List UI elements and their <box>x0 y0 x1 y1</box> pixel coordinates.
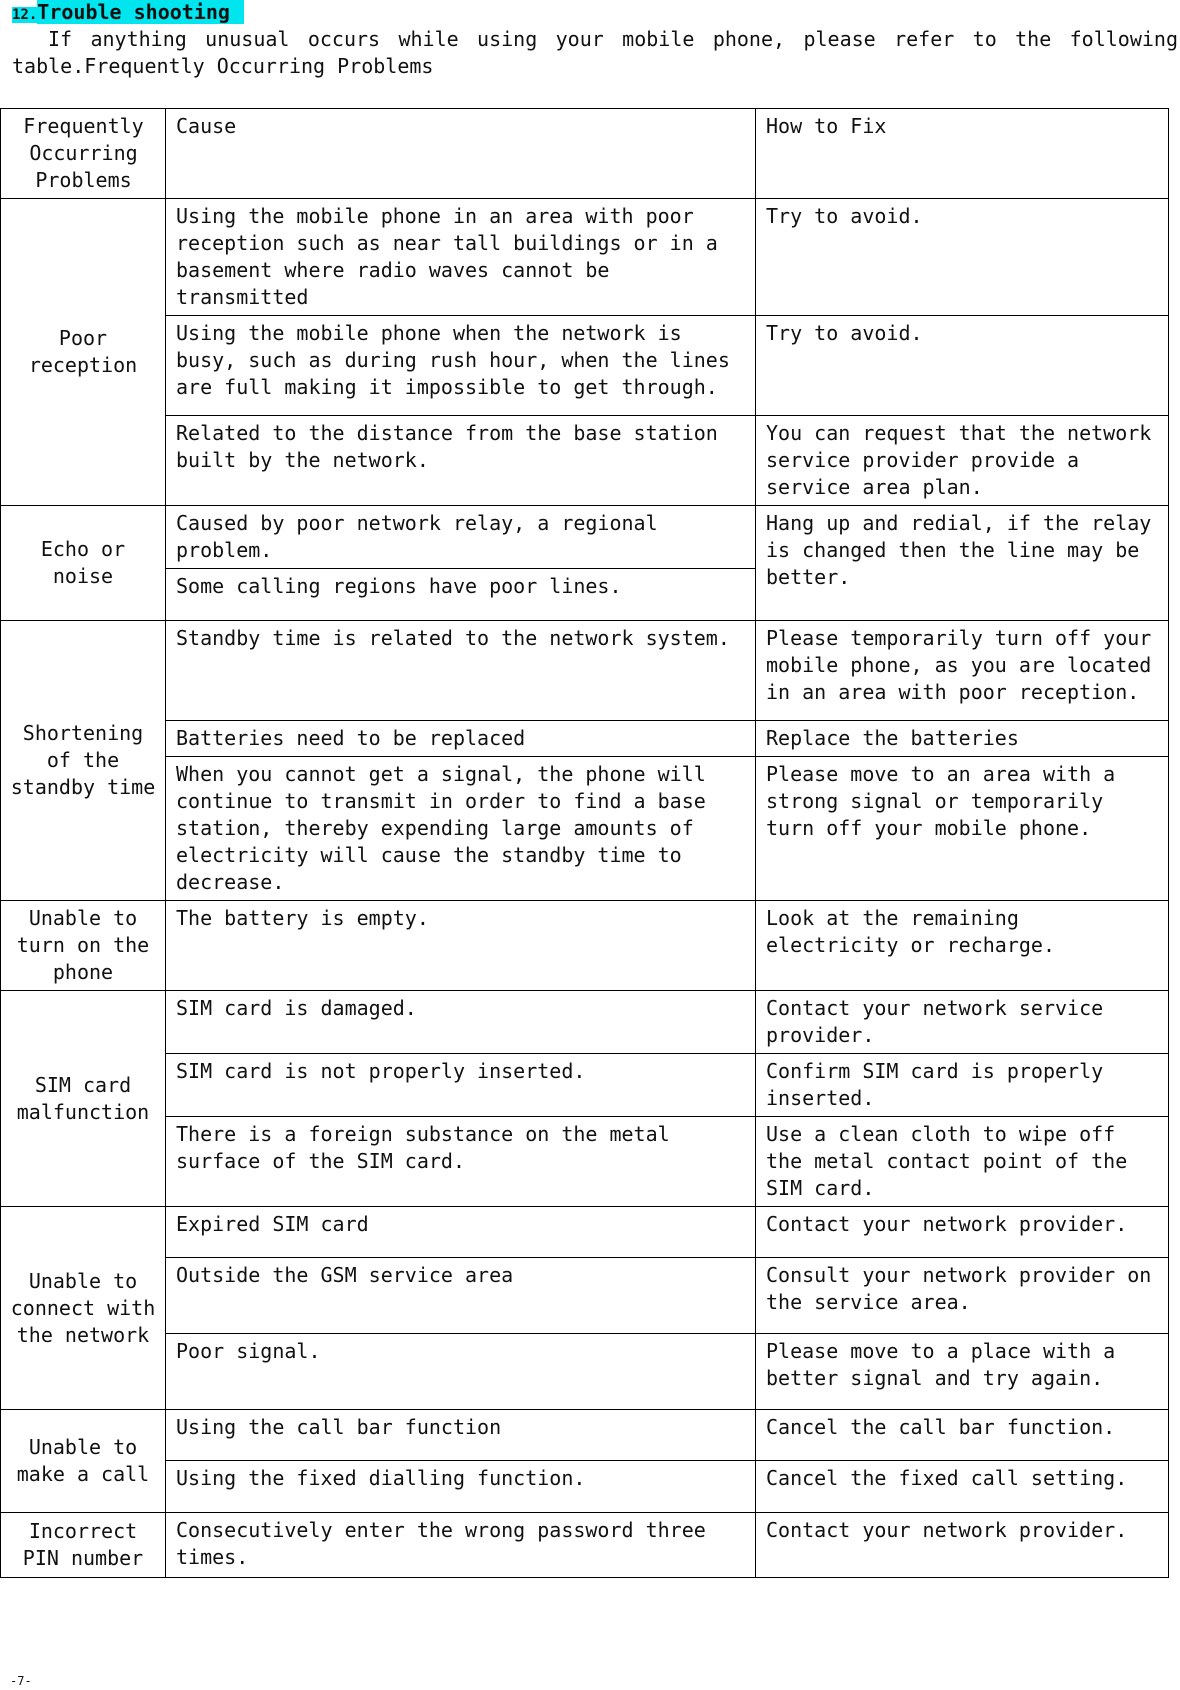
section-heading <box>12 0 244 27</box>
table-row <box>1 416 1169 506</box>
table-row <box>1 1513 1169 1578</box>
problem-cell: Unable to connect with the network <box>1 1207 166 1410</box>
table-row <box>1 1461 1169 1513</box>
fix-cell: Try to avoid. <box>756 199 1169 316</box>
problem-cell: Unable to turn on the phone <box>1 901 166 991</box>
fix-cell: Use a clean cloth to wipe off the metal contact point of the SIM card. <box>756 1117 1169 1207</box>
table-row <box>1 1410 1169 1461</box>
cause-cell: Using the mobile phone when the network is busy, such as during rush hour, when the lines are full making it impossible to get through. <box>166 316 756 416</box>
table-row <box>1 1207 1169 1258</box>
cause-cell: SIM card is damaged. <box>166 991 756 1054</box>
fix-cell: Hang up and redial, if the relay is changed then the line may be better. <box>756 506 1169 621</box>
problem-cell: Shortening of the standby time <box>1 621 166 901</box>
problem-cell: Poor reception <box>1 199 166 506</box>
page-number: -7- <box>10 1674 32 1688</box>
fix-cell: You can request that the network service provider provide a service area plan. <box>756 416 1169 506</box>
cause-cell: Poor signal. <box>166 1334 756 1410</box>
header-problem: Frequently Occurring Problems <box>1 109 166 199</box>
cause-cell: There is a foreign substance on the metal surface of the SIM card. <box>166 1117 756 1207</box>
cause-cell: SIM card is not properly inserted. <box>166 1054 756 1117</box>
fix-cell: Please temporarily turn off your mobile phone, as you are located in an area with poor reception. <box>756 621 1169 721</box>
fix-cell: Consult your network provider on the service area. <box>756 1258 1169 1334</box>
section-number: 12. <box>12 7 38 23</box>
cause-cell: Batteries need to be replaced <box>166 721 756 757</box>
table-row <box>1 757 1169 901</box>
table-row <box>1 316 1169 416</box>
fix-cell: Please move to an area with a strong signal or temporarily turn off your mobile phone. <box>756 757 1169 901</box>
fix-cell: Contact your network provider. <box>756 1513 1169 1578</box>
fix-cell: Please move to a place with a better signal and try again. <box>756 1334 1169 1410</box>
table-row <box>1 1117 1169 1207</box>
fix-cell: Confirm SIM card is properly inserted. <box>756 1054 1169 1117</box>
table-row <box>1 199 1169 316</box>
cause-cell: Using the fixed dialling function. <box>166 1461 756 1513</box>
problem-cell: Unable to make a call <box>1 1410 166 1513</box>
problem-cell: Echo or noise <box>1 506 166 621</box>
cause-cell: Using the mobile phone in an area with poor reception such as near tall buildings or in a basement where radio waves cannot be transmitted <box>166 199 756 316</box>
fix-cell: Cancel the call bar function. <box>756 1410 1169 1461</box>
troubleshooting-table <box>0 108 1169 1578</box>
cause-cell: Using the call bar function <box>166 1410 756 1461</box>
cause-cell: Outside the GSM service area <box>166 1258 756 1334</box>
problem-cell: SIM card malfunction <box>1 991 166 1207</box>
header-fix: How to Fix <box>756 109 1169 199</box>
fix-cell: Contact your network provider. <box>756 1207 1169 1258</box>
cause-cell: Related to the distance from the base station built by the network. <box>166 416 756 506</box>
table-row <box>1 506 1169 569</box>
cause-cell: Caused by poor network relay, a regional problem. <box>166 506 756 569</box>
cause-cell: Standby time is related to the network system. <box>166 621 756 721</box>
table-row <box>1 721 1169 757</box>
cause-cell: Expired SIM card <box>166 1207 756 1258</box>
header-cause: Cause <box>166 109 756 199</box>
table-row <box>1 1258 1169 1334</box>
intro-paragraph: If anything unusual occurs while using your mobile phone, please refer to the following table.Frequently Occurring Problems <box>12 27 1178 78</box>
table-row <box>1 991 1169 1054</box>
table-row <box>1 1334 1169 1410</box>
fix-cell: Look at the remaining electricity or recharge. <box>756 901 1169 991</box>
fix-cell: Replace the batteries <box>756 721 1169 757</box>
section-title: Trouble shooting <box>37 0 244 24</box>
cause-cell: When you cannot get a signal, the phone will continue to transmit in order to find a base station, thereby expending large amounts of electricity will cause the standby time to decrease. <box>166 757 756 901</box>
table-row <box>1 621 1169 721</box>
table-header-row <box>1 109 1169 199</box>
cause-cell: Some calling regions have poor lines. <box>166 569 756 621</box>
cause-cell: Consecutively enter the wrong password three times. <box>166 1513 756 1578</box>
problem-cell: Incorrect PIN number <box>1 1513 166 1578</box>
fix-cell: Cancel the fixed call setting. <box>756 1461 1169 1513</box>
fix-cell: Contact your network service provider. <box>756 991 1169 1054</box>
table-row <box>1 901 1169 991</box>
table-row <box>1 1054 1169 1117</box>
fix-cell: Try to avoid. <box>756 316 1169 416</box>
cause-cell: The battery is empty. <box>166 901 756 991</box>
